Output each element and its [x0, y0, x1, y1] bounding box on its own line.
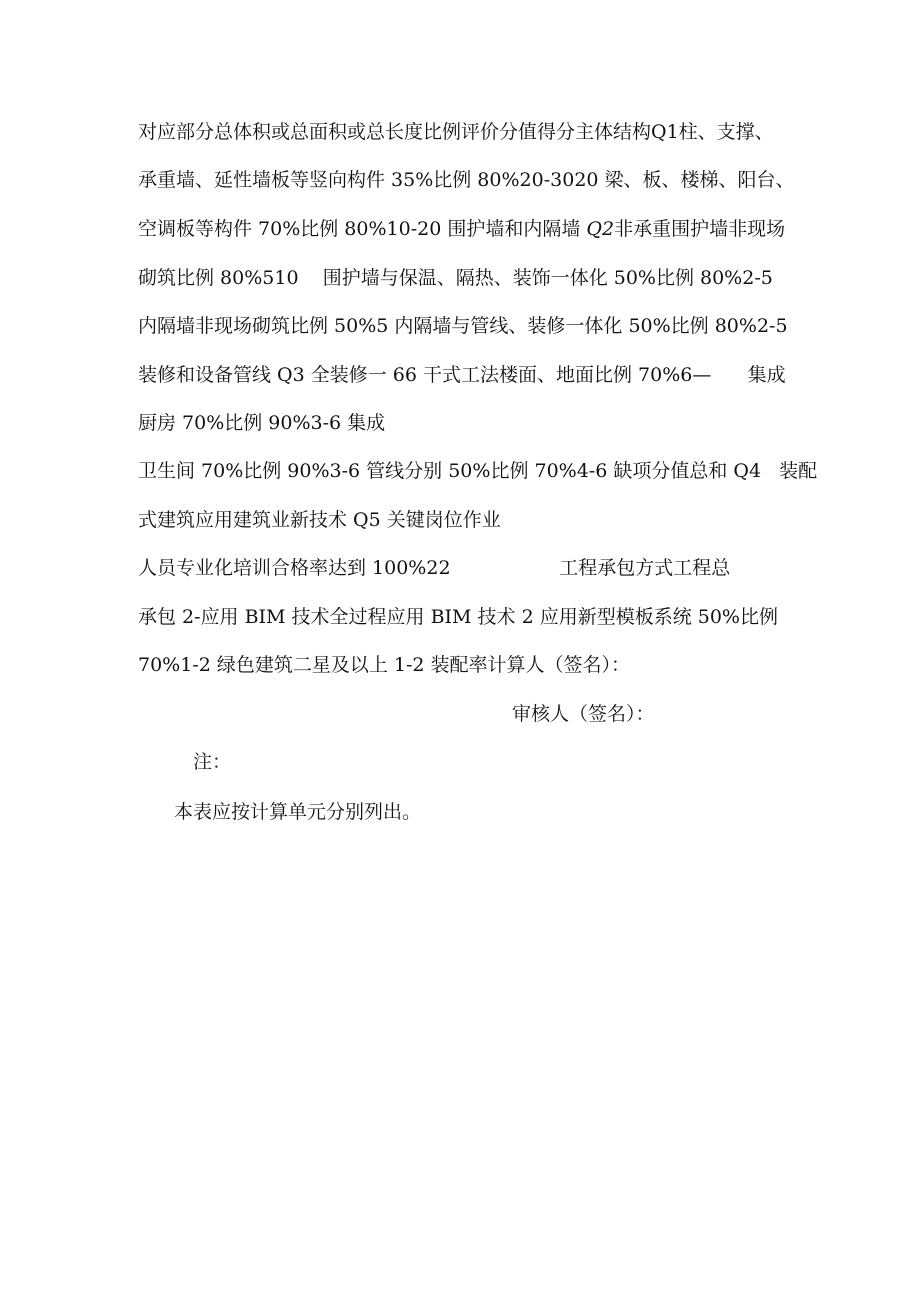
text-line-3-part-2: 非承重围护墙非现场: [614, 218, 786, 240]
text-line-2: 承重墙、延性墙板等竖向构件 35%比例 80%20-3020 梁、板、楼梯、阳台、: [138, 169, 795, 191]
text-line-3-italic-q2: Q2: [586, 218, 615, 240]
note-text: 本表应按计算单元分别列出。: [174, 801, 422, 823]
text-line-12: 70%1-2 绿色建筑二星及以上 1-2 装配率计算人（签名）：: [138, 654, 631, 676]
text-line-4: 砌筑比例 80%510 围护墙与保温、隔热、装饰一体化 50%比例 80%2-5: [138, 267, 773, 289]
text-line-7: 厨房 70%比例 90%3-6 集成: [138, 412, 386, 434]
text-line-11: 承包 2-应用 BIM 技术全过程应用 BIM 技术 2 应用新型模板系统 50%比例: [138, 606, 778, 628]
text-line-1: 对应部分总体积或总面积或总长度比例评价分值得分主体结构Q1柱、支撑、: [138, 121, 774, 143]
text-line-10: 人员专业化培训合格率达到 100%22 工程承包方式工程总: [138, 557, 731, 579]
text-line-9: 式建筑应用建筑业新技术 Q5 关键岗位作业: [138, 509, 501, 531]
reviewer-signature-label: 审核人（签名）：: [512, 703, 655, 725]
text-line-5: 内隔墙非现场砌筑比例 50%5 内隔墙与管线、装修一体化 50%比例 80%2-5: [138, 315, 788, 337]
note-label: 注：: [193, 751, 232, 773]
text-line-6: 装修和设备管线 Q3 全装修一 66 干式工法楼面、地面比例 70%6— 集成: [138, 364, 786, 386]
text-line-3: [138, 217, 785, 241]
text-line-8: 卫生间 70%比例 90%3-6 管线分别 50%比例 70%4-6 缺项分值总和 Q4 装配: [138, 460, 818, 482]
text-line-3-part-1: 空调板等构件 70%比例 80%10-20 围护墙和内隔墙: [138, 218, 587, 240]
